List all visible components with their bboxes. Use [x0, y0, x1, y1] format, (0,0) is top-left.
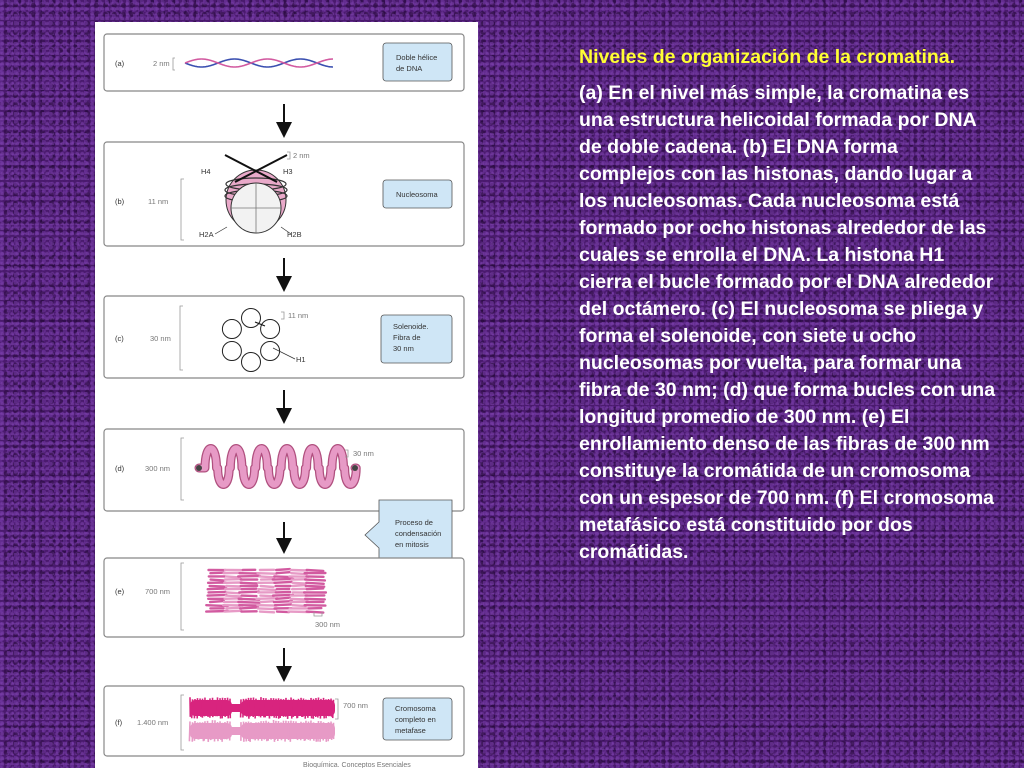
- panel-b: [104, 142, 464, 246]
- panel-d-letter: (d): [115, 464, 125, 473]
- panel-f-letter: (f): [115, 718, 123, 727]
- panel-f-size: 1.400 nm: [137, 718, 169, 727]
- panel-f-caption-line-1: Cromosoma: [395, 704, 436, 713]
- panel-a-size: 2 nm: [153, 59, 170, 68]
- histone-h4-label: H4: [201, 167, 211, 176]
- panel-b-size: 11 nm: [148, 197, 169, 206]
- process-caption-line-1: Proceso de: [395, 518, 433, 527]
- panel-c-caption-line-1: Solenoide.: [393, 322, 429, 331]
- panel-f: [104, 686, 464, 756]
- panel-a-caption-line-1: Doble hélice: [396, 53, 438, 62]
- solenoid-nucleosome: [261, 320, 280, 339]
- slide-title: Niveles de organización de la cromatina.: [579, 46, 956, 68]
- panel-f-caption-line-3: metafase: [395, 726, 426, 735]
- panel-c-letter: (c): [115, 334, 124, 343]
- panel-c-caption-line-3: 30 nm: [393, 344, 414, 353]
- histone-h3-label: H3: [283, 167, 293, 176]
- solenoid-nucleosome: [242, 353, 261, 372]
- process-caption-line-2: condensación: [395, 529, 442, 538]
- panel-d-size: 300 nm: [145, 464, 171, 473]
- slide-body: (a) En el nivel más simple, la cromatina es una estructura helicoidal formada por DNA de doble cadena. (b) El DNA forma complejos con las histonas, dando lugar a los nucleosomas. Cada nucleosoma está formado por ocho histonas alrededor de las cuales se enrolla el DNA. La histona H1 cierra el bucle formado por el DNA alrededor del octámero. (c) El nucleosoma se pliega y forma el solenoide, con siete u ocho nucleosomas por vuelta, para formar una fibra de 30 nm; (d) que forma bucles con una longitud promedio de 300 nm. (e) El enrollamiento denso de las fibras de 300 nm constituye la cromátida de un cromosoma con un espesor de 700 nm. (f) El cromosoma metafásico está constituido por dos cromátidas.: [579, 82, 996, 563]
- histone-h1-label: H1: [296, 355, 306, 364]
- panel-c-size: 30 nm: [150, 334, 171, 343]
- panel-a-letter: (a): [115, 59, 125, 68]
- panel-a-caption-line-2: de DNA: [396, 64, 423, 73]
- panel-e-size: 700 nm: [145, 587, 171, 596]
- panel-c: [104, 296, 464, 378]
- solenoid-nucleosome: [222, 320, 241, 339]
- panel-e-letter: (e): [115, 587, 125, 596]
- histone-h2a-label: H2A: [199, 230, 214, 239]
- panel-d: [104, 429, 464, 511]
- chromatin-figure: [95, 22, 478, 768]
- panel-a: [104, 34, 464, 91]
- solenoid-nucleosome: [261, 342, 280, 361]
- chromatid-arm-lower: [189, 720, 335, 742]
- histone-h2b-label: H2B: [287, 230, 302, 239]
- text-panel: [579, 44, 999, 566]
- solenoid-nucleosome: [242, 309, 261, 328]
- panel-f-caption-line-2: completo en: [395, 715, 436, 724]
- solenoid-nucleosome: [222, 342, 241, 361]
- chromatid-arm-upper: [190, 697, 335, 719]
- panel-e: [104, 558, 464, 637]
- figure-footer: Bioquímica. Conceptos Esenciales: [303, 762, 411, 768]
- panel-c-top-dim: 11 nm: [288, 311, 309, 320]
- process-caption-line-3: en mitosis: [395, 540, 429, 549]
- panel-e-bottom-dim: 300 nm: [315, 620, 341, 629]
- chromatid-loop-stack: [304, 570, 326, 613]
- panel-f-top-dim: 700 nm: [343, 701, 369, 710]
- panel-d-top-dim: 30 nm: [353, 449, 374, 458]
- panel-b-caption: Nucleosoma: [396, 190, 438, 199]
- panel-b-top-dim: 2 nm: [293, 151, 310, 160]
- panel-c-caption-line-2: Fibra de: [393, 333, 421, 342]
- panel-b-letter: (b): [115, 197, 125, 206]
